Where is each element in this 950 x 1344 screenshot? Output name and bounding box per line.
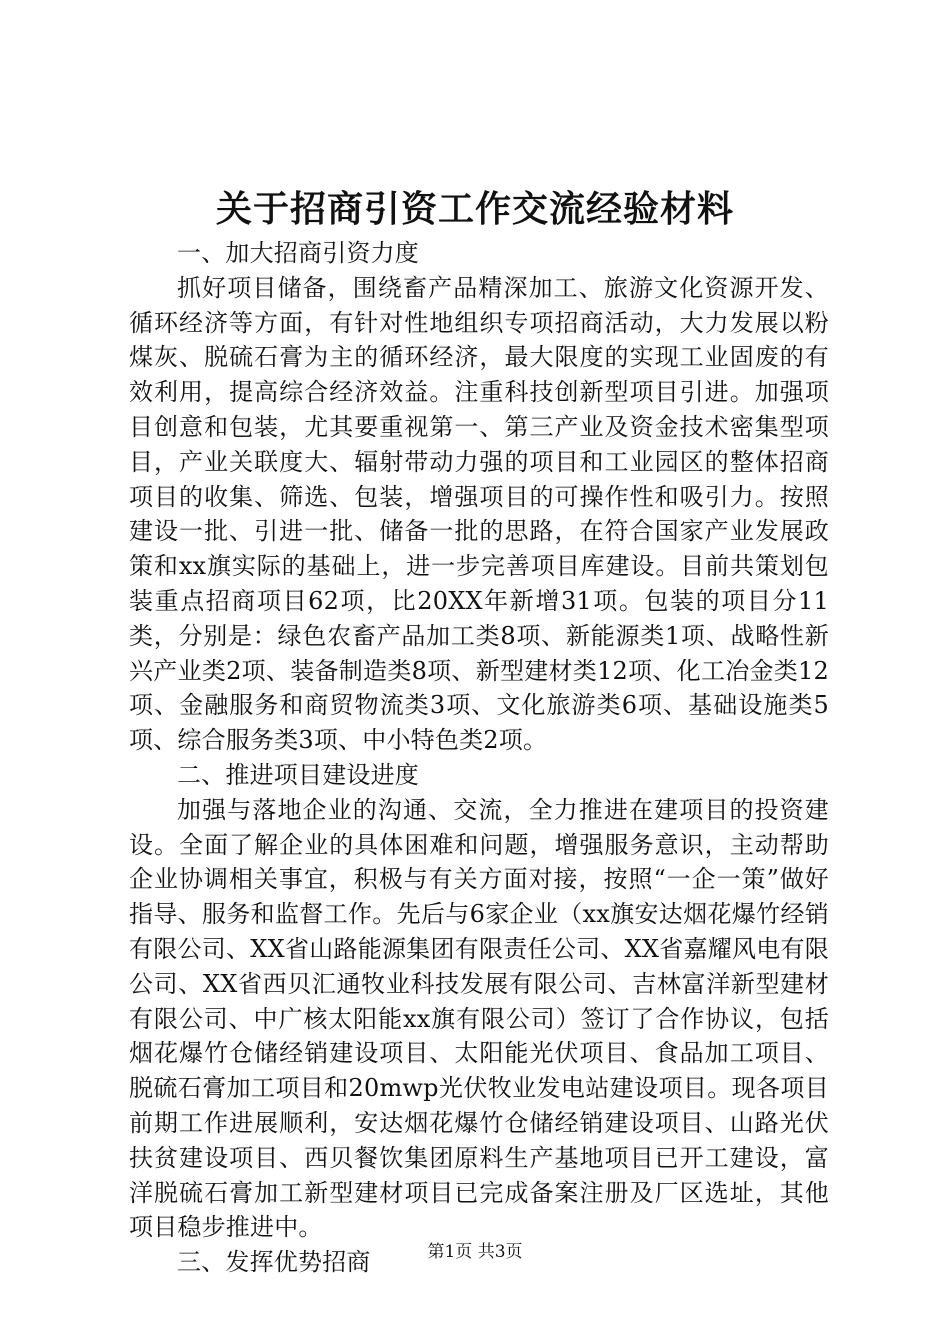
section-paragraph-2: 加强与落地企业的沟通、交流，全力推进在建项目的投资建设。全面了解企业的具体困难和问题，增强服务意识，主动帮助企业协调相关事宜，积极与有关方面对接，按照“一企一策”做好指导、服务和监督工作。先后与6家企业（xx旗安达烟花爆竹经销有限公司、XX省山路能源集团有限责任公司、XX省嘉耀风电有限公司、XX省西贝汇通牧业科技发展有限公司、吉林富洋新型建材有限公司、中广核太阳能xx旗有限公司）签订了合作协议，包括烟花爆竹仓储经销建设项目、太阳能光伏项目、食品加工项目、脱硫石膏加工项目和20mwp光伏牧业发电站建设项目。现各项目前期工作进展顺利，安达烟花爆竹仓储经销建设项目、山路光伏扶贫建设项目、西贝餐饮集团原料生产基地项目已开工建设，富洋脱硫石膏加工新型建材项目已完成备案注册及厂区选址，其他项目稳步推进中。 (129, 795, 829, 1242)
section-heading-1: 一、加大招商引资力度 (177, 239, 419, 267)
section-heading-2: 二、推进项目建设进度 (177, 760, 419, 789)
page-footer: 第1页 共3页 (427, 1242, 523, 1262)
document-body (129, 236, 829, 1280)
document-title: 关于招商引资工作交流经验材料 (215, 188, 734, 230)
section-heading-3: 三、发挥优势招商 (177, 1248, 371, 1277)
section-paragraph-1: 抓好项目储备，围绕畜产品精深加工、旅游文化资源开发、循环经济等方面，有针对性地组织专项招商活动，大力发展以粉煤灰、脱硫石膏为主的循环经济，最大限度的实现工业固废的有效利用，提高综合经济效益。注重科技创新型项目引进。加强项目创意和包装，尤其要重视第一、第三产业及资金技术密集型项目，产业关联度大、辐射带动力强的项目和工业园区的整体招商项目的收集、筛选、包装，增强项目的可操作性和吸引力。按照建设一批、引进一批、储备一批的思路，在符合国家产业发展政策和xx旗实际的基础上，进一步完善项目库建设。目前共策划包装重点招商项目62项，比20XX年新增31项。包装的项目分11类，分别是：绿色农畜产品加工类8项、新能源类1项、战略性新兴产业类2项、装备制造类8项、新型建材类12项、化工冶金类12项、金融服务和商贸物流类3项、文化旅游类6项、基础设施类5项、综合服务类3项、中小特色类2项。 (129, 273, 829, 755)
